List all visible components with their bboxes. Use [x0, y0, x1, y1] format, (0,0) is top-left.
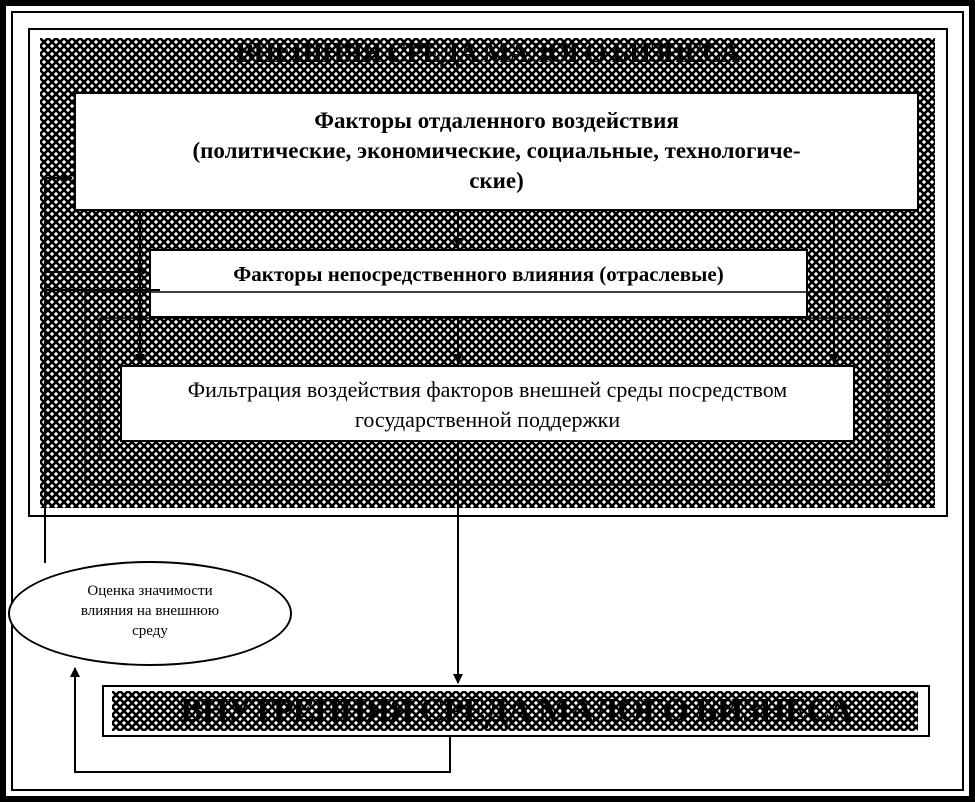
remote-factors-line2: (политические, экономические, социальные, технологиче- — [192, 138, 801, 163]
inner-nested-frame — [100, 318, 870, 460]
filtration-line1: Фильтрация воздействия факторов внешней среды посредством — [187, 377, 788, 402]
internal-environment-title: ВНУТРЕННЯЯ СРЕДА МАЛОГО БИЗНЕСА — [180, 692, 852, 729]
assessment-line1: Оценка значимости — [87, 583, 213, 599]
filtration-line2: государственной поддержки — [354, 407, 621, 432]
assessment-line3: среду — [132, 623, 168, 639]
external-environment-title: ВНЕШНЯЯ СРЕДА МАЛОГО БИЗНЕСА — [235, 38, 740, 69]
remote-factors-line3: ские) — [469, 168, 524, 193]
direct-factors-label: Факторы непосредственного влияния (отраслевые) — [233, 262, 724, 286]
feedback-internal-to-assessment — [75, 668, 450, 772]
outer-nested-frame — [85, 292, 888, 485]
remote-factors-line1: Факторы отдаленного воздействия — [314, 108, 679, 133]
assessment-line2: влияния на внешнюю — [80, 603, 220, 619]
